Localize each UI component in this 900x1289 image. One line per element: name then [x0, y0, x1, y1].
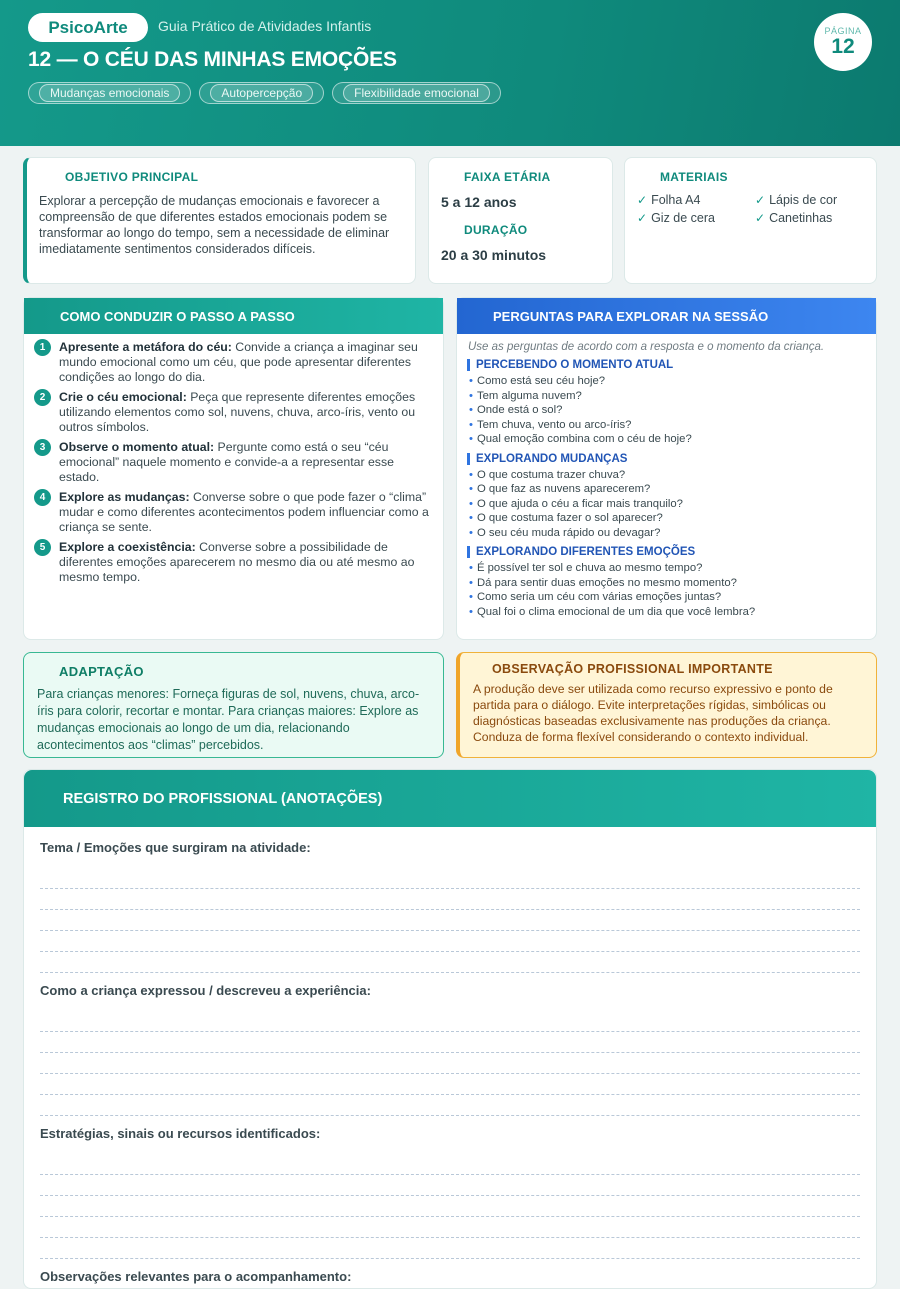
steps-title: COMO CONDUZIR O PASSO A PASSO: [24, 298, 443, 334]
question-item: • O que costuma fazer o sol aparecer?: [467, 511, 876, 526]
adaptation-text: Para crianças menores: Forneça figuras de sol, nuvens, chuva, arco-íris para colorir, recortar e montar. Para crianças maiores: Explore as mudanças emocionais ao longo de um dia, relacionando acontecimentos aos “climas” percebidos.: [37, 687, 420, 752]
duration-value: 20 a 30 minutos: [441, 247, 547, 263]
age-value: 5 a 12 anos: [441, 194, 517, 210]
registro-card: [23, 769, 877, 1289]
materials-list: [637, 193, 872, 225]
step-item: 3 Observe o momento atual: Pergunte como está o seu “céu emocional” naquele momento e convide-a a representar esse estado.: [34, 440, 433, 485]
question-item: • Onde está o sol?: [467, 403, 876, 418]
check-icon: ✓: [755, 211, 766, 225]
question-item: • Tem alguma nuvem?: [467, 389, 876, 404]
question-item: • O que ajuda o céu a ficar mais tranquilo?: [467, 497, 876, 512]
tag-list: [28, 82, 501, 104]
steps-list: [24, 334, 443, 585]
step-number: 3: [34, 439, 51, 456]
objective-card: [23, 157, 416, 284]
question-item: • O que costuma trazer chuva?: [467, 468, 876, 483]
registro-field: [40, 840, 860, 973]
question-item: • O seu céu muda rápido ou devagar?: [467, 526, 876, 541]
page-label: PÁGINA: [824, 26, 862, 36]
registro-field-label: Observações relevantes para o acompanhamento:: [40, 1269, 352, 1284]
materials-card: [624, 157, 877, 284]
registro-field-label: Tema / Emoções que surgiram na atividade:: [40, 840, 311, 855]
page-number: 12: [831, 35, 855, 58]
questions-hint: Use as perguntas de acordo com a resposta e o momento da criança.: [468, 341, 825, 353]
material-item: ✓ Lápis de cor: [755, 193, 838, 207]
step-item: 2 Crie o céu emocional: Peça que represente diferentes emoções utilizando elementos como sol, nuvens, chuva, arco-íris, vento ou outros símbolos.: [34, 390, 433, 435]
steps-card: [23, 297, 444, 640]
question-item: • Como está seu céu hoje?: [467, 374, 876, 389]
material-item: ✓ Folha A4: [637, 193, 701, 207]
question-section-title: EXPLORANDO MUDANÇAS: [467, 453, 876, 465]
question-item: • Qual foi o clima emocional de um dia que você lembra?: [467, 605, 876, 620]
observation-card: [456, 652, 877, 758]
age-label: FAIXA ETÁRIA: [464, 170, 551, 184]
question-section: [457, 447, 876, 541]
check-icon: ✓: [637, 193, 648, 207]
step-number: 4: [34, 489, 51, 506]
writing-lines[interactable]: [40, 868, 860, 973]
registro-field-label: Estratégias, sinais ou recursos identificados:: [40, 1126, 321, 1141]
duration-label: DURAÇÃO: [464, 223, 528, 237]
step-number: 5: [34, 539, 51, 556]
adaptation-card: [23, 652, 444, 758]
step-item: 4 Explore as mudanças: Converse sobre o que pode fazer o “clima” mudar e como diferentes acontecimentos podem influenciar como a criança se sente.: [34, 490, 433, 535]
registro-field: [40, 983, 860, 1116]
question-item: • Dá para sentir duas emoções no mesmo momento?: [467, 576, 876, 591]
observation-text: A produção deve ser utilizada como recurso expressivo e ponto de partida para o diálogo. Evite interpretações rígidas, simbólicas ou diagnósticas baseadas exclusivamente nas produções da criança. Conduza de forma flexível considerando o contexto individual.: [473, 682, 833, 744]
registro-field-label: Como a criança expressou / descreveu a experiência:: [40, 983, 371, 998]
question-item: • É possível ter sol e chuva ao mesmo tempo?: [467, 561, 876, 576]
question-item: • Qual emoção combina com o céu de hoje?: [467, 432, 876, 447]
step-item: 5 Explore a coexistência: Converse sobre a possibilidade de diferentes emoções aparecerem no mesmo dia ou até mesmo ao mesmo tempo.: [34, 540, 433, 585]
writing-lines[interactable]: [40, 1154, 860, 1259]
material-item: ✓ Canetinhas: [755, 211, 833, 225]
adaptation-label: ADAPTAÇÃO: [59, 664, 144, 679]
brand-logo: PsicoArte: [28, 13, 148, 42]
header-subtitle: Guia Prático de Atividades Infantis: [158, 18, 372, 34]
materials-label: MATERIAIS: [660, 170, 728, 184]
page-header: [0, 0, 900, 146]
objective-text: Explorar a percepção de mudanças emocionais e favorecer a compreensão de que diferentes estados emocionais podem se transformar ao longo do tempo, sem a necessidade de eliminar imediatamente sentimentos considerados difíceis.: [39, 194, 390, 256]
question-item: • O que faz as nuvens aparecerem?: [467, 482, 876, 497]
tag-chip: Mudanças emocionais: [28, 82, 191, 104]
questions-card: [456, 297, 877, 640]
writing-lines[interactable]: [40, 1011, 860, 1116]
page-number-badge: [814, 13, 872, 71]
questions-title: PERGUNTAS PARA EXPLORAR NA SESSÃO: [457, 298, 876, 334]
tag-chip: Flexibilidade emocional: [332, 82, 501, 104]
question-section-title: PERCEBENDO O MOMENTO ATUAL: [467, 359, 876, 371]
check-icon: ✓: [637, 211, 648, 225]
question-item: • Como seria um céu com várias emoções juntas?: [467, 590, 876, 605]
question-item: • Tem chuva, vento ou arco-íris?: [467, 418, 876, 433]
step-number: 1: [34, 339, 51, 356]
page-title: 12 — O CÉU DAS MINHAS EMOÇÕES: [28, 48, 397, 71]
step-number: 2: [34, 389, 51, 406]
age-duration-card: [428, 157, 613, 284]
check-icon: ✓: [755, 193, 766, 207]
step-item: 1 Apresente a metáfora do céu: Convide a criança a imaginar seu mundo emocional como um céu, que pode apresentar diferentes condições ao longo do dia.: [34, 340, 433, 385]
question-section: [457, 353, 876, 447]
question-section: [457, 540, 876, 619]
registro-title: REGISTRO DO PROFISSIONAL (ANOTAÇÕES): [24, 770, 876, 827]
material-item: ✓ Giz de cera: [637, 211, 715, 225]
objective-label: OBJETIVO PRINCIPAL: [65, 170, 199, 184]
question-section-title: EXPLORANDO DIFERENTES EMOÇÕES: [467, 546, 876, 558]
observation-label: OBSERVAÇÃO PROFISSIONAL IMPORTANTE: [492, 662, 773, 676]
registro-field: [40, 1126, 860, 1259]
registro-field: [40, 1269, 860, 1284]
tag-chip: Autopercepção: [199, 82, 324, 104]
